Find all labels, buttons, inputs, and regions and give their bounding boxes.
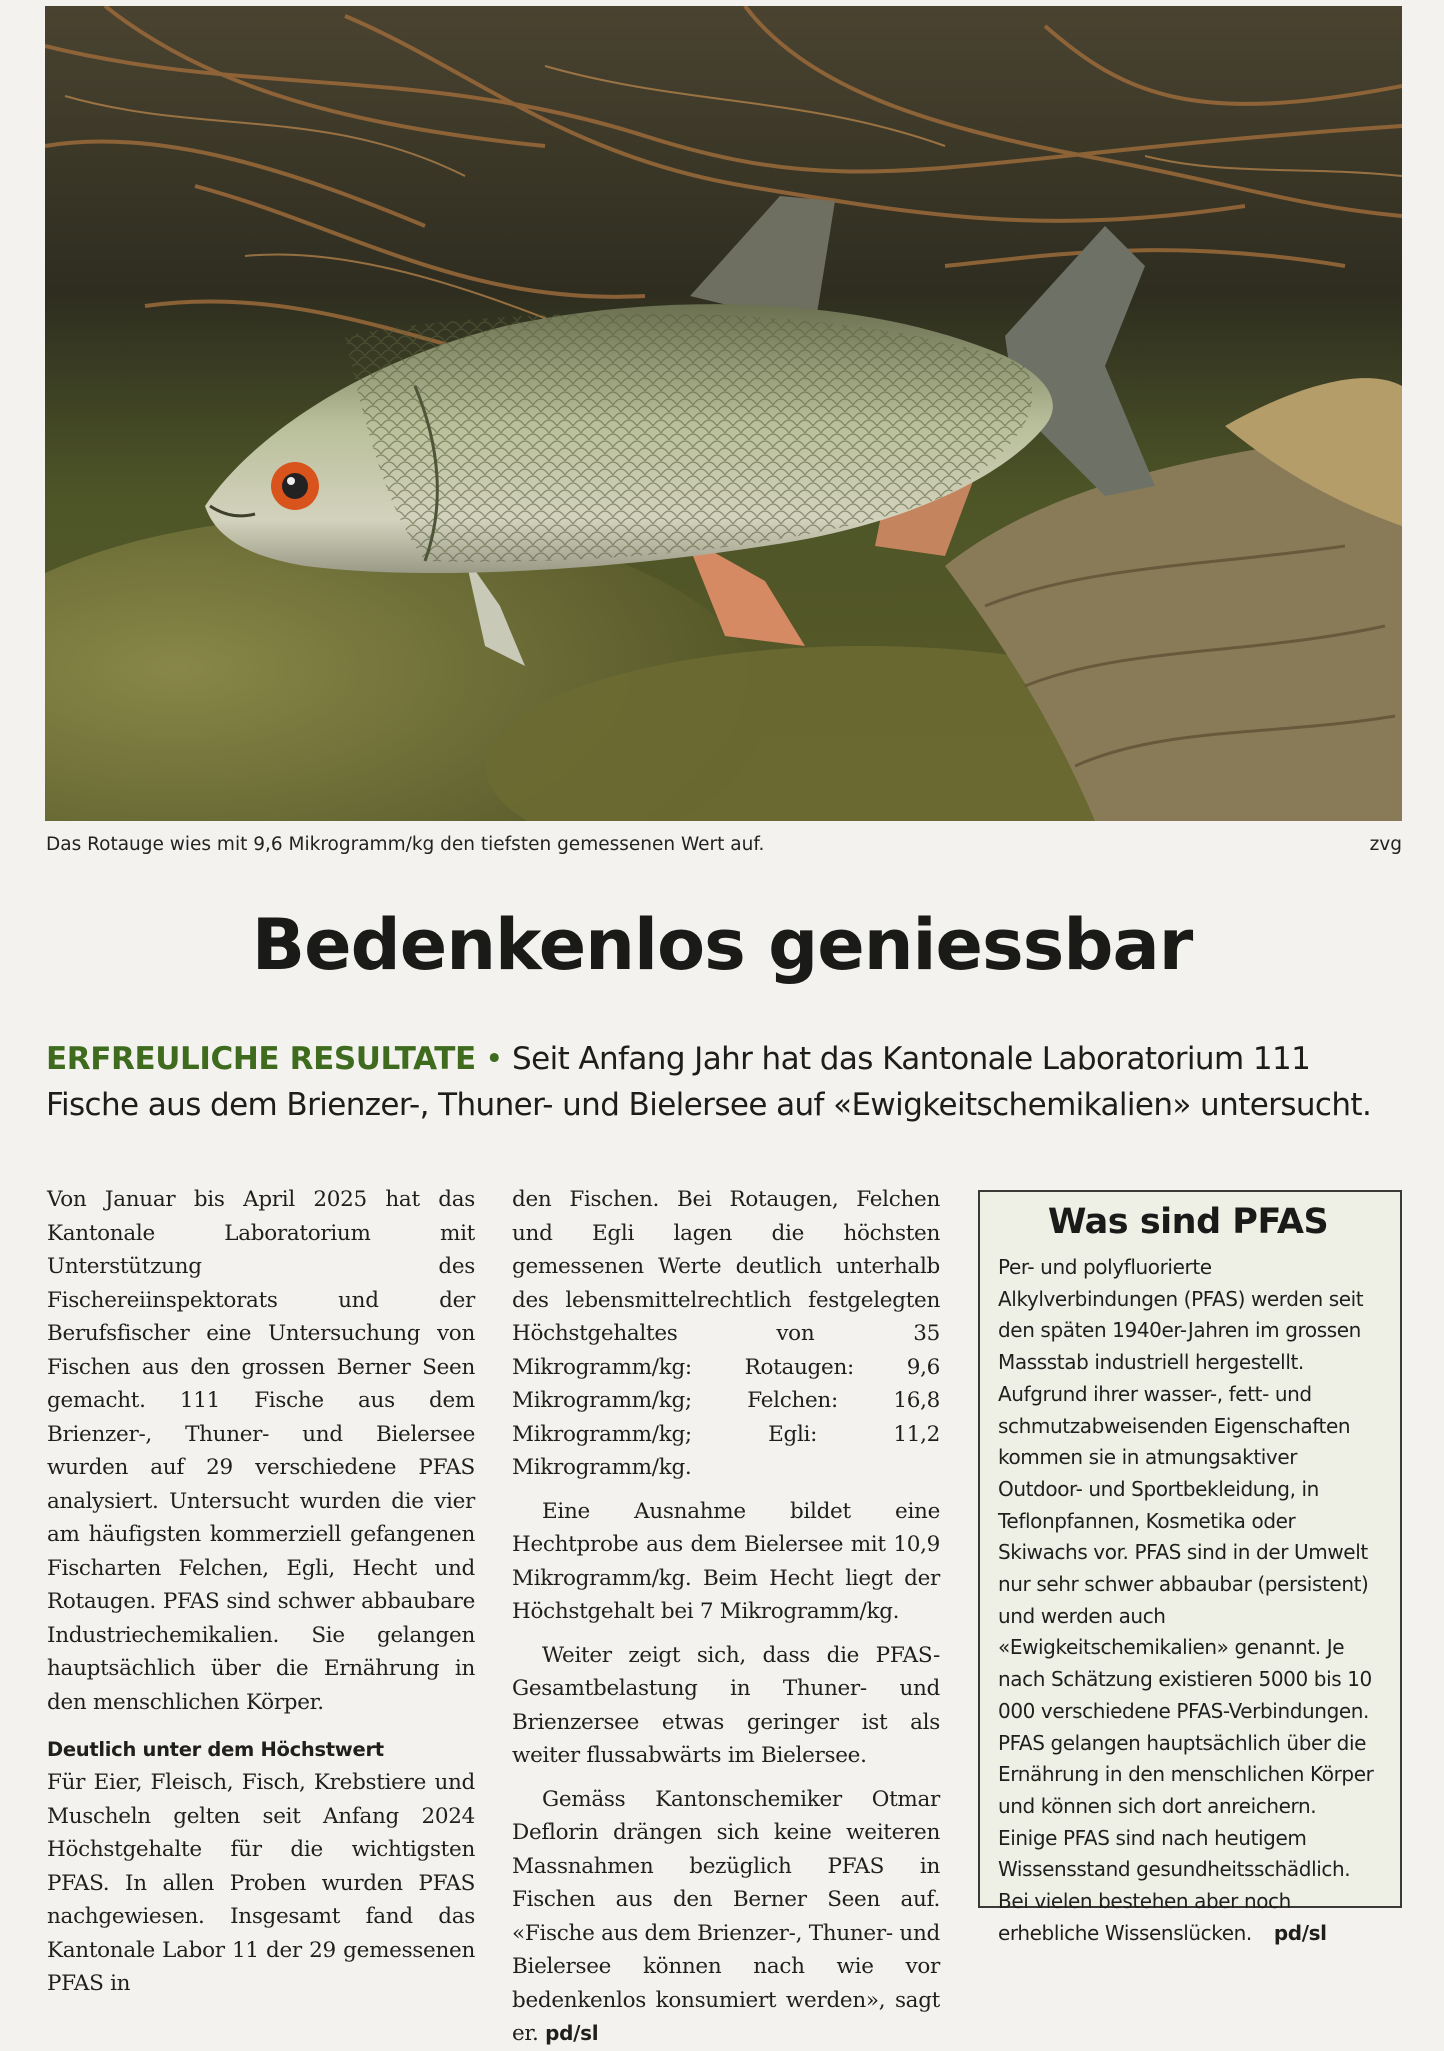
- lead-text: Seit Anfang Jahr hat das Kantonale Laboratorium 111 Fische aus dem Brienzer-, Thuner- und Bielersee auf «Ewigkeitschemikalien» untersucht.: [46, 1041, 1372, 1123]
- info-box-text-block: [998, 1252, 1378, 1949]
- article-column-1: [47, 1183, 475, 2001]
- subheading: Deutlich unter dem Höchstwert: [47, 1738, 384, 1761]
- headline: Bedenkenlos geniessbar: [251, 904, 1193, 986]
- info-box: [978, 1190, 1402, 1945]
- photo-caption: [46, 834, 1402, 862]
- rotauge-fish-image: [45, 6, 1402, 821]
- col2-paragraph-3: Weiter zeigt sich, dass die PFAS-Gesamtbelastung in Thuner- und Brienzersee etwas geringer ist als weiter flussabwärts im Bielersee.: [512, 1642, 940, 1768]
- article-column-2: [512, 1183, 940, 2051]
- col2-paragraph-2: Eine Ausnahme bildet eine Hechtprobe aus dem Bielersee mit 10,9 Mikrogramm/kg. Beim Hecht liegt der Höchstgehalt bei 7 Mikrogramm/kg.: [512, 1498, 940, 1624]
- info-box-text: Per- und polyfluorierte Alkylverbindungen (PFAS) werden seit den späten 1940er-Jahren im grossen Massstab industriell hergestellt. Aufgrund ihrer wasser-, fett- und schmutzabweisenden Eigenschaften kommen sie in atmungsaktiver Outdoor- und Sportbekleidung, in Teflonpfannen, Kosmetika oder Skiwachs vor. PFAS sind in der Umwelt nur sehr schwer abbaubar (persistent) und werden auch «Ewigkeitschemikalien» genannt. Je nach Schätzung existieren 5000 bis 10 000 verschiedene PFAS-Verbindungen. PFAS gelangen hauptsächlich über die Ernährung in den menschlichen Körper und können sich dort anreichern. Einige PFAS sind nach heutigem Wissensstand gesundheitsschädlich. Bei vielen bestehen aber noch erhebliche Wissenslücken.: [998, 1255, 1374, 1945]
- col2-paragraph-1: den Fischen. Bei Rotaugen, Felchen und Egli lagen die höchsten gemessenen Werte deutlich unterhalb des lebensmittelrechtlich festgelegten Höchstgehaltes von 35 Mikrogramm/kg: Rotaugen: 9,6 Mikrogramm/kg; Felchen: 16,8 Mikrogramm/kg; Egli: 11,2 Mikrogramm/kg.: [512, 1187, 940, 1480]
- lead-bullet: •: [485, 1041, 503, 1077]
- photo-credit: zvg: [1369, 834, 1402, 855]
- col2-paragraph-4: [512, 1783, 940, 2051]
- info-box-title: Was sind PFAS: [1047, 1202, 1329, 1242]
- lead-kicker: ERFREULICHE RESULTATE: [46, 1041, 476, 1077]
- col2-paragraph-4-text: Gemäss Kantonschemiker Otmar Deflorin drängen sich keine weiteren Massnahmen bezüglich PFAS in Fischen aus den Berner Seen auf. «Fische aus dem Brienzer-, Thuner- und Bielersee können nach wie vor bedenkenlos konsumiert werden», sagt er.: [512, 1786, 940, 2046]
- info-box-signature: pd/sl: [1273, 1920, 1327, 1945]
- article-photo: [45, 6, 1402, 821]
- col1-paragraph-2: Für Eier, Fleisch, Fisch, Krebstiere und Muscheln gelten seit Anfang 2024 Höchstgehalte für die wichtigsten PFAS. In allen Proben wurden PFAS nachgewiesen. Insgesamt fand das Kantonale Labor 11 der 29 gemessenen PFAS in: [47, 1770, 475, 1996]
- lead-paragraph: [46, 1036, 1406, 1128]
- article-signature: pd/sl: [545, 2021, 599, 2045]
- caption-text: Das Rotauge wies mit 9,6 Mikrogramm/kg den tiefsten gemessenen Wert auf.: [46, 834, 765, 855]
- col1-paragraph-1: Von Januar bis April 2025 hat das Kantonale Laboratorium mit Unterstützung des Fischereiinspektorats und der Berufsfischer eine Untersuchung von Fischen aus den grossen Berner Seen gemacht. 111 Fische aus dem Brienzer-, Thuner- und Bielersee wurden auf 29 verschiedene PFAS analysiert. Untersucht wurden die vier am häufigsten kommerziell gefangenen Fischarten Felchen, Egli, Hecht und Rotaugen. PFAS sind schwer abbaubare Industriechemikalien. Sie gelangen hauptsächlich über die Ernährung in den menschlichen Körper.: [47, 1187, 475, 1715]
